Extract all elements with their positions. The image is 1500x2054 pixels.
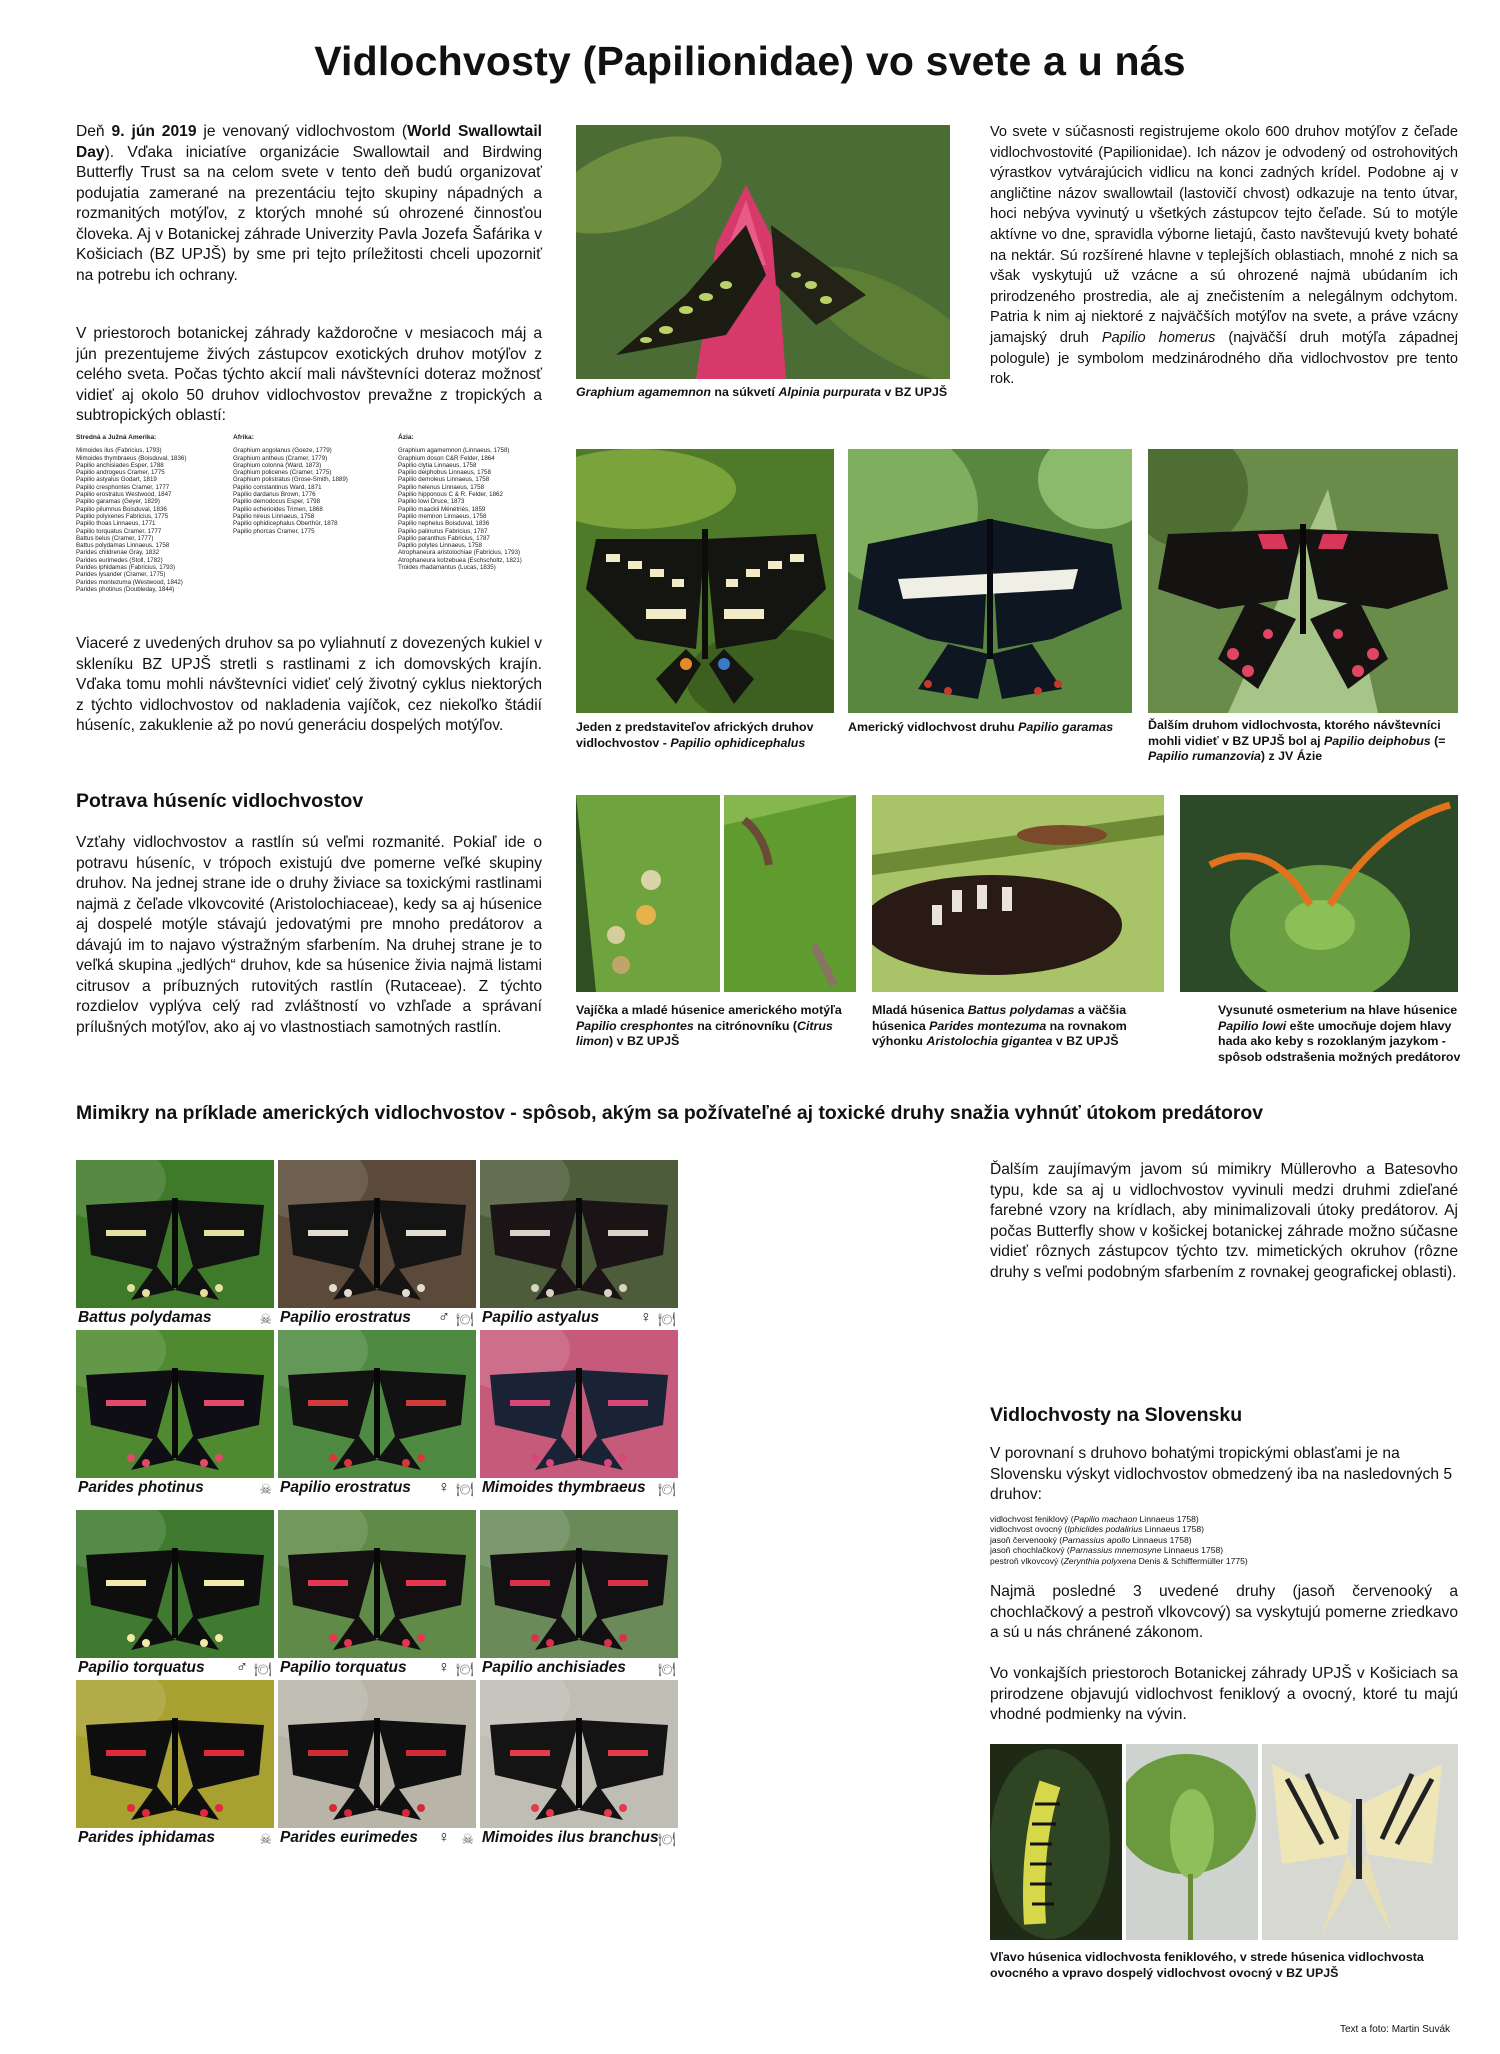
species-list-item: Parides photinus (Doubleday, 1844) (76, 585, 175, 593)
plate-icon: 🍽 (658, 1481, 676, 1497)
slovakia-paragraph-3: Vo vonkajších priestoroch Botanickej záhrady UPJŠ v Košiciach sa prirodzene objavujú vidlochvost feniklový a ovocný, ktoré tu majú vhodné podmienky na vývin. (990, 1665, 1458, 1723)
plate-icon: 🍽 (456, 1311, 474, 1327)
species-name: Parides photinus (78, 1479, 204, 1496)
mimicry-photo (480, 1680, 678, 1828)
male-symbol-icon: ♂ (236, 1659, 248, 1676)
species-name: Papilio anchisiades (482, 1659, 626, 1676)
female-symbol-icon: ♀ (640, 1309, 652, 1326)
caption-agamemnon: Graphium agamemnon na súkvetí Alpinia purpurata v BZ UPJŠ (576, 385, 948, 399)
species-list-item: Papilio erostratus Westwood, 1847 (76, 491, 172, 499)
mimicry-photo (76, 1680, 274, 1828)
mimicry-species-label (280, 1659, 476, 1681)
mimicry-heading: Mimikry na príklade amerických vidlochvostov - spôsob, akým sa požívateľné aj toxické druhy snažia vyhnúť útokom predátorov (76, 1102, 1264, 1124)
plate-icon: 🍽 (658, 1831, 676, 1847)
mimicry-species-label (482, 1309, 678, 1331)
female-symbol-icon: ♀ (438, 1659, 450, 1676)
species-list-item: Papilio helenus Linnaeus, 1758 (398, 483, 485, 491)
species-list-item: Parides childrenae Gray, 1832 (76, 549, 160, 557)
plate-icon: 🍽 (254, 1661, 272, 1677)
species-name: Papilio torquatus (280, 1659, 407, 1676)
page-title: Vidlochvosty (Papilionidae) vo svete a u nás (314, 38, 1186, 84)
mimicry-species-label (280, 1309, 476, 1331)
photo-podalirius-larva (1126, 1744, 1258, 1940)
mimicry-photo (76, 1330, 274, 1478)
species-list-item: Graphium antheus (Cramer, 1779) (233, 454, 328, 462)
female-symbol-icon: ♀ (438, 1829, 450, 1846)
species-list-item: Graphium policenes (Cramer, 1775) (233, 469, 332, 477)
slovakia-species-item: vidlochvost ovocný (Iphiclides podalirius Linnaeus 1758) (990, 1524, 1205, 1535)
mimicry-species-label (482, 1479, 678, 1501)
intro-paragraph-2: V priestoroch botanickej záhrady každoročne v mesiacoch máj a jún prezentujeme živých zástupcov exotických druhov motýľov z celého sveta. Počas týchto akcií mali návštevníci doteraz možnosť vidieť aj okolo 50 druhov vidlochvostov prevažne z tropických a subtropických oblastí: (76, 325, 542, 424)
slovakia-heading: Vidlochvosty na Slovensku (990, 1404, 1243, 1426)
species-list-item: Parides montezuma (Westwood, 1842) (76, 578, 183, 586)
slovakia-species-item: jasoň chochlačkový (Parnassius mnemosyne Linnaeus 1758) (990, 1545, 1224, 1556)
slovakia-paragraph-2: Najmä posledné 3 uvedené druhy (jasoň červenooký a chochlačkový a pestroň vlkovcový) sa vyskytujú pomerne zriedkavo a sú u nás chránené zákonom. (990, 1583, 1458, 1641)
food-heading: Potrava húseníc vidlochvostov (76, 790, 364, 812)
mimicry-photo (278, 1680, 476, 1828)
species-name: Battus polydamas (78, 1309, 212, 1326)
photo-podalirius-adult (1262, 1744, 1458, 1940)
skull-icon: ☠ (461, 1831, 474, 1847)
species-list-heading: Stredná a Južná Amerika: (76, 434, 157, 441)
species-name: Parides iphidamas (78, 1829, 215, 1846)
species-list-item: Papilio astyalus Godart, 1819 (76, 476, 157, 484)
species-list-item: Papilio paranthus Fabricius, 1787 (398, 534, 490, 542)
intro-paragraph-3: Viaceré z uvedených druhov sa po vyliahnutí z dovezených kukiel v skleníku BZ UPJŠ stretli s rastlinami z ich domovských krajín. Vďaka tomu mohli návštevníci vidieť celý životný cyklus niektorých z týchto vidlochvostov od nakladenia vajíčok, cez niekoľko štádií húseníc, zakuklenie až po novú generáciu dospelých motýľov. (76, 635, 542, 734)
mimicry-species-label (78, 1309, 274, 1331)
mimicry-species-label (78, 1659, 274, 1681)
species-list-asia (398, 434, 548, 571)
species-list-item: Mimoides ilus (Fabricius, 1793) (76, 447, 162, 455)
species-name: Parides eurimedes (280, 1829, 418, 1846)
species-list-item: Papilio torquatus Cramer, 1777 (76, 527, 162, 535)
food-paragraph: Vzťahy vidlochvostov a rastlín sú veľmi rozmanité. Pokiaľ ide o potravu húseníc, v trópoch existujú dve pomerne veľké skupiny druhov. Na jednej strane ide o druhy živiace sa toxickými rastlinami najmä z čeľade vlkovcovité (Aristolochiaceae), kedy sa aj húsenice aj dospelé motýle stávajú jedovatými pre mnoho predátorov a dávajú im to najavo výstražným sfarbením. Na druhej strane je to veľká skupina „jedlých“ druhov, kde sa húsenice živia najmä listami citrusov a príbuzných rutovitých rastlín (Rutaceae). Z týchto rozdielov vyplýva celý rad zvláštností vo vzhľade a správaní prílušných motýľov, ako aj vo vlastnostiach samotných rastlín. (76, 834, 542, 1036)
photo-machaon-larva (990, 1744, 1122, 1940)
photo-polydamas-larvae (872, 795, 1164, 992)
species-list-heading: Ázia: (398, 434, 414, 441)
species-list-item: Papilio dardanus Brown, 1776 (233, 491, 316, 499)
species-list-item: Parides eurimedes (Stoll, 1782) (76, 556, 163, 564)
species-list-item: Papilio demoleus Linnaeus, 1758 (398, 476, 490, 484)
mimicry-photo-grid (76, 1160, 876, 1960)
species-name: Papilio erostratus (280, 1309, 411, 1326)
species-list-item: Papilio nephelus Boisduval, 1836 (398, 520, 490, 528)
plate-icon: 🍽 (456, 1661, 474, 1677)
species-list-item: Papilio constantinus Ward, 1871 (233, 483, 322, 491)
mimicry-photo (480, 1330, 678, 1478)
species-list-item: Papilio ophidicephalus Oberthür, 1878 (233, 520, 338, 528)
mimicry-species-label (280, 1829, 476, 1851)
mimicry-photo (76, 1160, 274, 1308)
species-list-item: Mimoides thymbraeus (Boisduval, 1836) (76, 454, 187, 462)
species-list-item: Papilio anchisiades Esper, 1788 (76, 461, 164, 469)
mimicry-species-label (78, 1829, 274, 1851)
species-list-item: Battus polydamas Linnaeus, 1758 (76, 542, 170, 550)
species-list-item: Battus belus (Cramer, 1777) (76, 534, 154, 542)
caption-polydamas: Mladá húsenica Battus polydamas a väčšia húsenica Parides montezuma na rovnakom výhonku Aristolochia gigantea v BZ UPJŠ (872, 1003, 1127, 1048)
species-list-item: Graphium doson C&R Felder, 1864 (398, 454, 495, 462)
species-list-item: Papilio garamas (Geyer, 1829) (76, 498, 160, 506)
slovakia-species-item: pestroň vlkovcový (Zerynthia polyxena Denis & Schiffermüller 1775) (990, 1555, 1248, 1566)
mimicry-species-label (482, 1829, 678, 1851)
photo-papilio-lowi-osmeterium (1180, 795, 1458, 992)
species-list-item: Graphium polistratus (Grose-Smith, 1889) (233, 476, 348, 484)
right-intro-paragraph: Vo svete v súčasnosti registrujeme okolo 600 druhov motýľov z čeľade vidlochvostovité (Papilionidae). Ich názov je odvodený od ostrohovitých výrastkov vytvárajúcich vidlicu na konci zadných krídel. Podobne aj v angličtine názov swallowtail (lastovičí chvost) odkazuje na tento útvar, hoci nebýva vyvinutý u všetkých zástupcov tejto čeľade. Sú to motýle aktívne vo dne, spravidla výborne lietajú, často navštevujú kvety bohaté na nektár. Sú rozšírené hlavne v teplejších oblastiach, mnohé z nich sa však vyskytujú už vzácne a sú ohrozené najmä ubúdaním ich prirodzeného prostredia, ale aj znečistením a nelegálnym odchytom. Patria k nim aj niektoré z najväčších motýľov na svete, a práve vzácny jamajský druh Papilio homerus (najväčší druh motýľa západnej pologule) je symbolom medzinárodného dňa vidlochvostov pre tento rok. (990, 124, 1458, 388)
female-symbol-icon: ♀ (438, 1479, 450, 1496)
species-name: Mimoides ilus branchus (482, 1829, 659, 1846)
caption-deiphobus: Ďalším druhom vidlochvosta, ktorého návštevníci mohli vidieť v BZ UPJŠ bol aj Papilio deiphobus (= Papilio rumanzovia) z JV Ázie (1148, 718, 1446, 763)
slovakia-paragraph-1: V porovnaní s druhovo bohatými tropickými oblasťami je na Slovensku výskyt vidlochvostov obmedzený iba na nasledovných 5 druhov: (990, 1445, 1453, 1503)
species-list-item: Papilio echerioides Trimen, 1868 (233, 505, 323, 513)
species-list-item: Papilio demodocus Esper, 1798 (233, 498, 321, 506)
photo-papilio-deiphobus (1148, 449, 1458, 713)
species-list-america (76, 434, 226, 593)
skull-icon: ☠ (259, 1831, 272, 1847)
species-list-item: Atrophaneura kotzebuea (Eschscholtz, 1821) (398, 556, 522, 564)
species-list-item: Papilio cresphontes Cramer, 1777 (76, 483, 170, 491)
skull-icon: ☠ (259, 1481, 272, 1497)
plate-icon: 🍽 (658, 1311, 676, 1327)
mimicry-photo (480, 1160, 678, 1308)
species-list-item: Papilio lowi Druce, 1873 (398, 498, 465, 506)
species-lists (76, 434, 546, 614)
species-list-item: Graphium angolanus (Goeze, 1779) (233, 447, 332, 455)
species-list-item: Papilio palinurus Fabricius, 1787 (398, 527, 488, 535)
photo-credit: Text a foto: Martin Suvák (1340, 2024, 1451, 2035)
species-list-heading: Afrika: (233, 434, 254, 441)
species-list-item: Graphium agamemnon (Linnaeus, 1758) (398, 447, 510, 455)
caption-cresphontes: Vajíčka a mladé húsenice amerického motýľa Papilio cresphontes na citrónovníku (Citrus limon) v BZ UPJŠ (576, 1003, 842, 1048)
species-list-item: Papilio clytia Linnaeus, 1758 (398, 461, 477, 469)
species-list-item: Papilio maackii Ménétriés, 1859 (398, 505, 486, 513)
species-list-item: Papilio thoas Linnaeus, 1771 (76, 520, 156, 528)
species-list-item: Troides rhadamantus (Lucas, 1835) (398, 564, 496, 572)
species-list-item: Papilio polyxenes Fabricius, 1775 (76, 512, 169, 520)
mimicry-photo (278, 1510, 476, 1658)
caption-ophidicephalus: Jeden z predstaviteľov afrických druhov vidlochvostov - Papilio ophidicephalus (576, 720, 814, 750)
mimicry-species-label (482, 1659, 678, 1681)
species-list-item: Papilio polytes Linnaeus, 1758 (398, 542, 482, 550)
slovakia-species-item: vidlochvost feniklový (Papilio machaon Linnaeus 1758) (990, 1514, 1199, 1524)
mimicry-photo (76, 1510, 274, 1658)
species-list-item: Atrophaneura aristolochiae (Fabricius, 1793) (398, 549, 521, 557)
species-list-africa (233, 434, 383, 535)
photo-graphium-agamemnon (576, 125, 950, 379)
mimicry-species-label (280, 1479, 476, 1501)
plate-icon: 🍽 (658, 1661, 676, 1677)
photo-cresphontes-eggs (576, 795, 720, 992)
species-name: Mimoides thymbraeus (482, 1479, 646, 1496)
male-symbol-icon: ♂ (438, 1309, 450, 1326)
species-list-item: Papilio pilumnus Boisduval, 1836 (76, 505, 167, 513)
slovakia-species-item: jasoň červenooký (Parnassius apollo Linnaeus 1758) (990, 1534, 1192, 1545)
mimicry-photo (480, 1510, 678, 1658)
intro-paragraph-1: Deň 9. jún 2019 je venovaný vidlochvostom (World Swallowtail Day). Vďaka iniciatíve organizácie Swallowtail and Birdwing Butterfly Trust sa na celom svete v tento deň budú organizovať podujatia zamerané na prezentáciu tejto skupiny nápadných a rozmanitých motýľov, z ktorých mnohé sú ohrozené činnosťou človeka. Aj v Botanickej záhrade Univerzity Pavla Jozefa Šafárika v Košiciach (BZ UPJŠ) by sme pri tejto príležitosti chceli upozorniť na potrebu ich ochrany. (76, 123, 542, 284)
mimicry-paragraph: Ďalším zaujímavým javom sú mimikry Müllerovho a Batesovho typu, kde sa aj u vidlochvostov vyvinuli medzi druhmi zdieľané farebné vzory na krídlach, aby minimalizovali útoky predátorov. Aj počas Butterfly show v košickej botanickej záhrade možno súčasne vidieť rôznych zástupcov týchto tzv. mimetických okruhov (rôzne druhy s veľmi podobným sfarbením z rovnakej geografickej oblasti). (990, 1161, 1458, 1281)
species-name: Papilio torquatus (78, 1659, 205, 1676)
plate-icon: 🍽 (456, 1481, 474, 1497)
species-list-item: Papilio phorcas Cramer, 1775 (233, 527, 315, 535)
photo-papilio-garamas (848, 449, 1132, 713)
caption-lowi: Vysunuté osmeterium na hlave húsenice Papilio lowi ešte umocňuje dojem hlavy hada ako keby s rozoklaným jazykom - spôsob odstrašenia možných predátorov (1218, 1003, 1461, 1064)
photo-papilio-ophidicephalus (576, 449, 834, 713)
species-list-item: Parides lysander (Cramer, 1775) (76, 571, 166, 579)
mimicry-photo (278, 1330, 476, 1478)
mimicry-photo (278, 1160, 476, 1308)
species-list-item: Papilio deiphobus Linnaeus, 1758 (398, 469, 491, 477)
skull-icon: ☠ (259, 1311, 272, 1327)
species-list-item: Papilio nireus Linnaeus, 1758 (233, 512, 315, 520)
species-list-item: Parides iphidamas (Fabricius, 1793) (76, 564, 176, 572)
caption-garamas: Americký vidlochvost druhu Papilio garamas (848, 720, 1114, 734)
species-name: Papilio erostratus (280, 1479, 411, 1496)
species-list-item: Papilio memnon Linnaeus, 1758 (398, 512, 487, 520)
species-name: Papilio astyalus (482, 1309, 600, 1326)
species-list-item: Graphium colonna (Ward, 1873) (233, 461, 322, 469)
slovakia-species-list (990, 1514, 1460, 1566)
photo-cresphontes-larvae (724, 795, 856, 992)
species-list-item: Papilio hipponous C & R. Felder, 1862 (398, 491, 503, 499)
caption-slovakia-photos: Vľavo húsenica vidlochvosta feniklového, v strede húsenica vidlochvosta ovocného a vpravo dospelý vidlochvost ovocný v BZ UPJŠ (990, 1950, 1424, 1980)
mimicry-species-label (78, 1479, 274, 1501)
species-list-item: Papilio androgeus Cramer, 1775 (76, 469, 165, 477)
